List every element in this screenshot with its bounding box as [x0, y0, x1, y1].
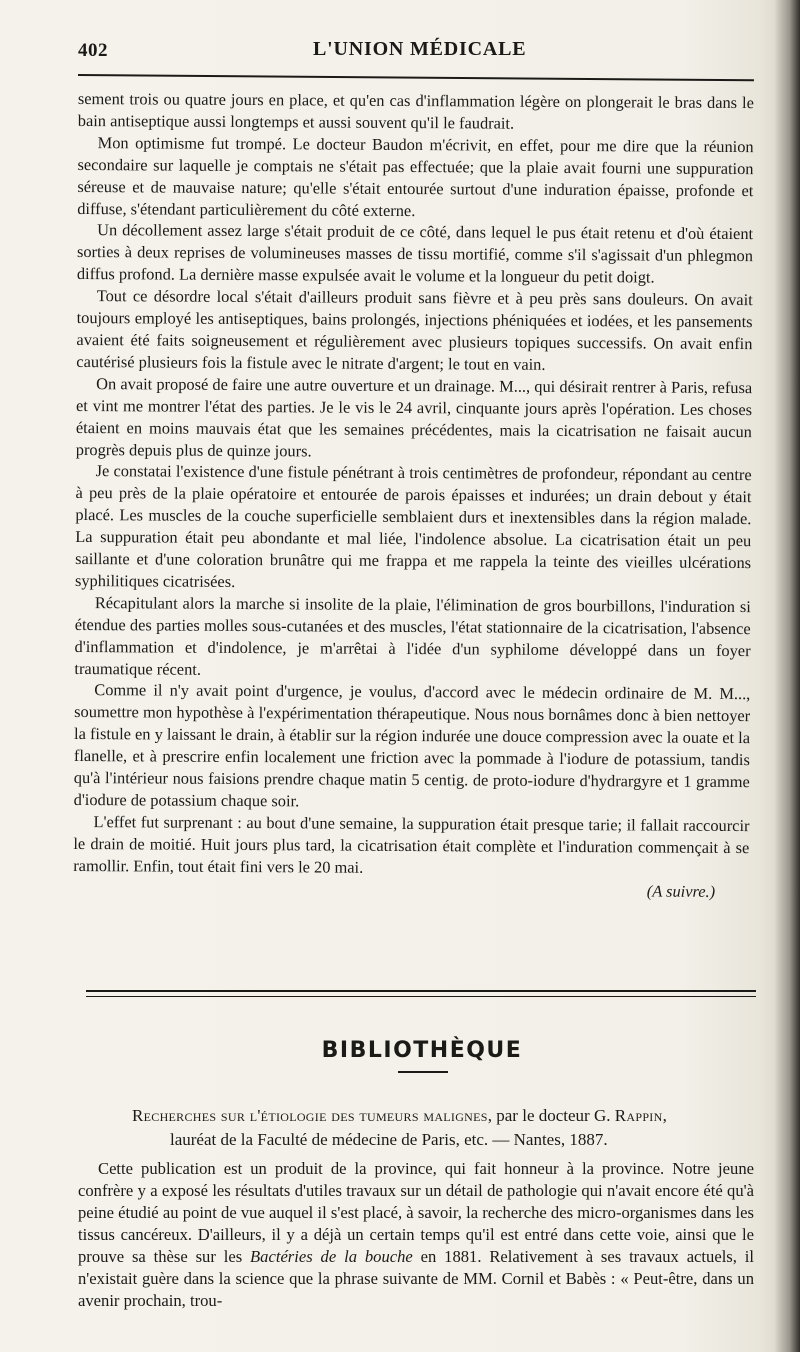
page-number: 402: [78, 40, 108, 61]
page-edge-shadow: [774, 0, 800, 1352]
paragraph: L'effet fut surprenant : au bout d'une semaine, la suppuration était presque tarie; il fallait raccourcir le drain de moitié. Huit jours plus tard, la cicatrisation était complète et l'induration commençait à se ramollir. Enfin, tout était fini vers le 20 mai.: [73, 812, 750, 877]
section-title: [0, 1038, 800, 1063]
review-paragraph: [78, 1158, 754, 1312]
paragraph: On avait proposé de faire une autre ouverture et un drainage. M..., qui désirait rentrer à Paris, refusa et vint me montrer l'état des parties. Je le vis le 24 avril, cinquante jours après l'opération. Les choses étaient en moins mauvais état que les semaines précédentes, mais la cicatrisation ne faisait aucun progrès depuis plus de quinze jours.: [75, 373, 753, 460]
title-underline: [398, 1071, 448, 1073]
book-title: Recherches sur l'étiologie des tumeurs malignes: [132, 1106, 488, 1125]
article-continuation: [73, 88, 754, 903]
reference-line-1: Recherches sur l'étiologie des tumeurs malignes, par le docteur G. Rappin,: [132, 1106, 667, 1125]
paragraph: sement trois ou quatre jours en place, et qu'en cas d'inflammation légère on plongerait le bras dans le bain antiseptique aussi longtemps et aussi souvent qu'il le faudrait.: [77, 88, 754, 133]
reference-by: , par le docteur G.: [487, 1106, 615, 1125]
paragraph: Un décollement assez large s'était produit de ce côté, dans lequel le pus était retenu et d'où étaient sorties à deux reprises de volumineuses masses de tissu mortifié, comme s'il s'agissait d'un phlegmon diffus profond. La dernière masse expulsée avait le volume et la longueur du petit doigt.: [76, 220, 754, 287]
review-text: [78, 1158, 754, 1312]
review-part-1: Cette publication est un produit de la province, qui fait honneur à la province. Notre jeune confrère y a exposé les résultats d'utiles travaux sur un détail de pathologie qui n'avait encore été qu'à peine étudié au point de vue auquel il s'est placé, à savoir, la recherche des micro-organismes dans les tissus cancéreux. D'ailleurs, il y a déjà un certain temps qu'il est entré dans cette voie, ainsi que le prouve sa thèse sur les: [78, 1159, 754, 1266]
section-divider: [86, 990, 756, 997]
running-title: L'UNION MÉDICALE: [313, 38, 527, 60]
paragraph: Tout ce désordre local s'était d'ailleurs produit sans fièvre et à peu près sans douleurs. On avait toujours employé les antiseptiques, bains prolongés, injections phéniquées et iodées, et les pansements avaient été faits soigneusement et régulièrement avec plusieurs topiques successifs. On avait enfin cautérisé plusieurs fois la fistule avec le nitrate d'argent; le tout en vain.: [76, 286, 753, 374]
header-rule: [78, 74, 754, 81]
review-part-2: en 1881. Relativement à ses travaux actuels, il n'existait guère dans la science que la phrase suivante de MM. Cornil et Babès : « Peut-être, dans un avenir prochain, trou-: [78, 1247, 754, 1310]
review-italic-title: Bactéries de la bouche: [250, 1247, 413, 1266]
paragraph: Mon optimisme fut trompé. Le docteur Baudon m'écrivit, en effet, pour me dire que la réunion secondaire sur laquelle je comptais ne s'était pas effectuée; que la plaie avait fourni une suppuration séreuse et de mauvaise nature; qu'elle s'était entourée surtout d'une induration épaisse, profonde et diffuse, s'étendant particulièrement du côté externe.: [77, 132, 754, 220]
paragraph: Récapitulant alors la marche si insolite de la plaie, l'élimination de gros bourbillons, l'induration si étendue des parties molles sous-cutanées et des muscles, l'état stationnaire de la cicatrisation, l'absence d'inflammation et d'indolence, je m'arrêtai à l'idée d'un syphilome développé dans un foyer traumatique récent.: [74, 592, 751, 679]
paragraph: Je constatai l'existence d'une fistule pénétrant à trois centimètres de profondeur, répondant au centre à peu près de la plaie opératoire et entourée de parois épaisses et indurées; un drain debout y était placé. Les muscles de la couche superficielle semblaient durs et inextensibles dans la région malade. La suppuration était peu abondante et mal liée, l'indolence absolue. La cicatrisation était un peu saillante et d'une coloration brunâtre qui me frappa et me rappela la teinte des vieilles ulcérations syphilitiques cicatrisées.: [74, 461, 752, 591]
paragraph: Comme il n'y avait point d'urgence, je voulus, d'accord avec le médecin ordinaire de M. M..., soumettre mon hypothèse à l'expérimentation thérapeutique. Nous nous bornâmes donc à bien nettoyer la fistule en y laissant le drain, à établir sur la région indurée une douce compression avec la ouate et la flanelle, et à prescrire enfin localement une friction avec la pommade à l'iodure de potassium, tandis qu'à l'intérieur nous faisions prendre chaque matin 5 centig. de proto-iodure d'hydrargyre et 1 gramme d'iodure de potassium chaque soir.: [73, 680, 751, 811]
book-author: Rappin: [614, 1106, 663, 1125]
to-be-continued: (A suivre.): [646, 881, 716, 901]
book-reference: [78, 1104, 754, 1152]
reference-line-2: lauréat de la Faculté de médecine de Paris, etc. — Nantes, 1887.: [170, 1130, 608, 1149]
page-header: [78, 38, 756, 72]
section-title-text: BIBLIOTHÈQUE: [321, 1038, 523, 1063]
